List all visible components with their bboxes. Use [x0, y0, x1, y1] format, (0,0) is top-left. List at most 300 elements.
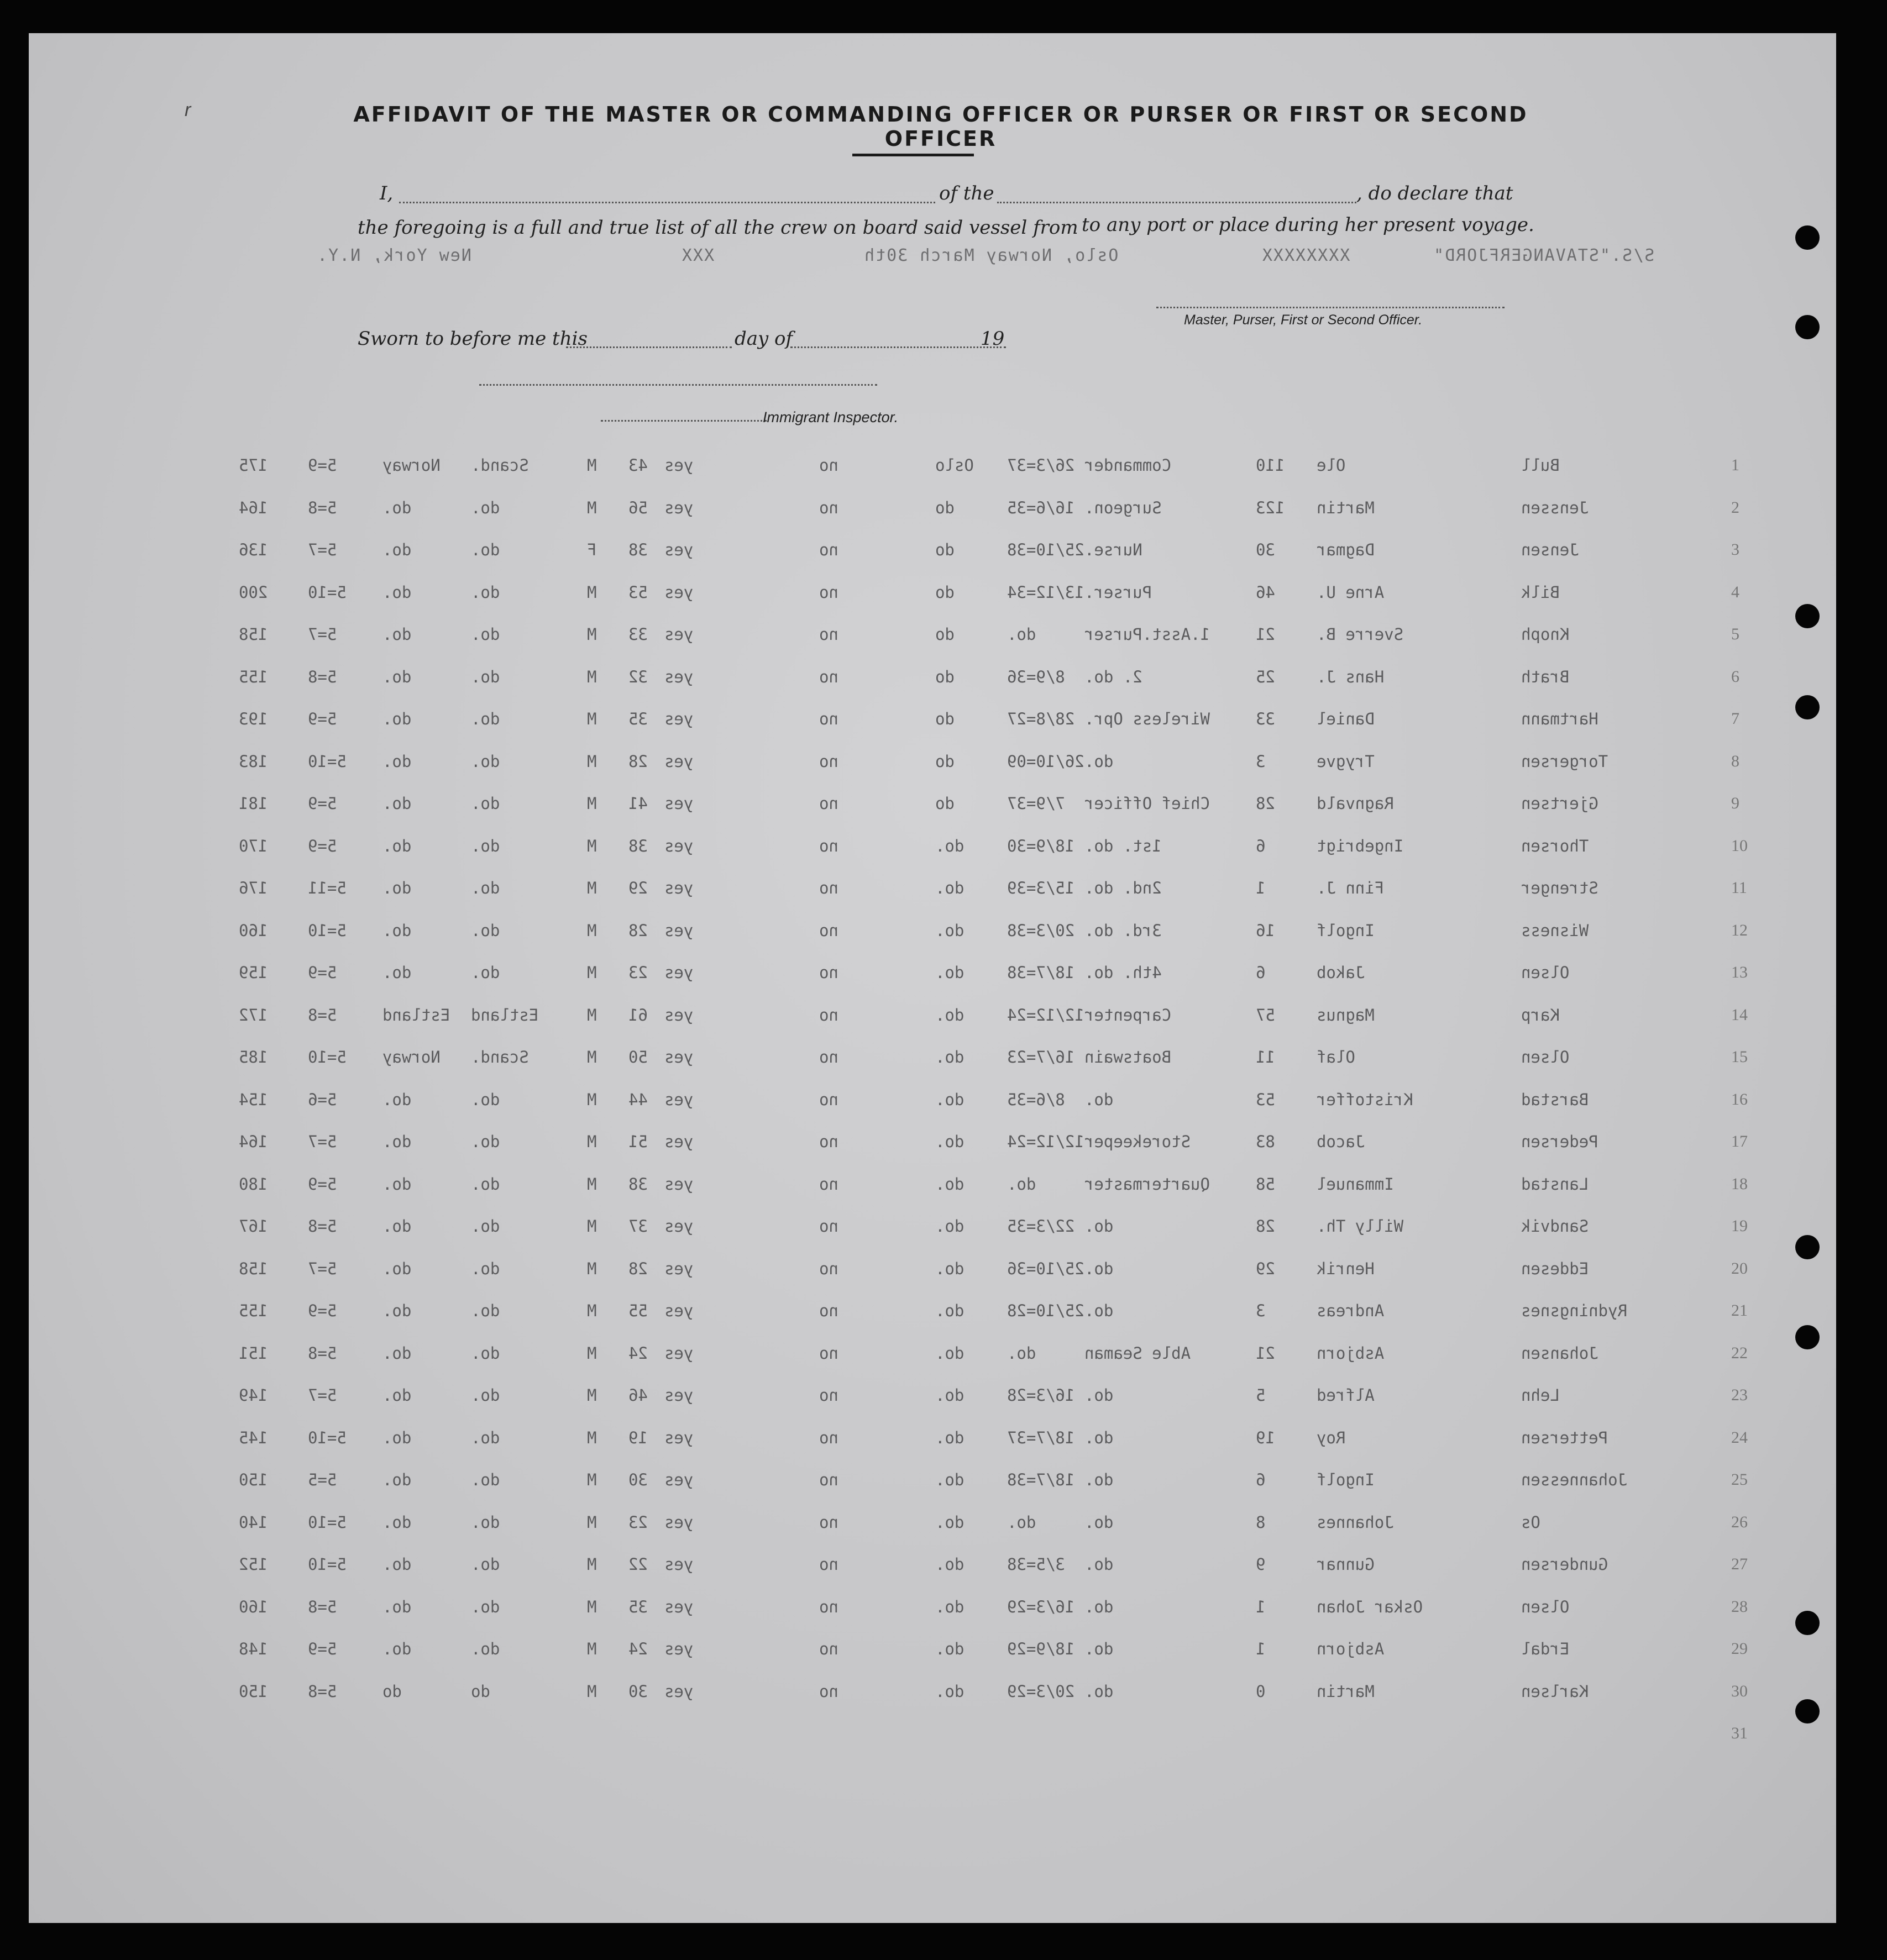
row-number: 25 — [1731, 1470, 1748, 1489]
declaration-port: to any port or place during her present voyage. — [1082, 214, 1534, 236]
crew-rating: Wireless Opr. — [1084, 710, 1210, 728]
crew-sex: M — [587, 1386, 597, 1405]
crew-col2: yes — [664, 1343, 694, 1363]
crew-age: 46 — [628, 1386, 648, 1405]
crew-nat: do. — [382, 710, 412, 728]
crew-c1: 30 — [1256, 540, 1275, 559]
crew-surname: Eddesen — [1521, 1259, 1589, 1278]
crew-surname: Karlsen — [1521, 1681, 1589, 1701]
crew-col2: yes — [664, 1048, 694, 1066]
row-number: 31 — [1731, 1724, 1748, 1742]
crew-race: do. — [471, 1597, 500, 1616]
crew-race: do. — [471, 625, 500, 644]
crew-given: Dagmar — [1317, 540, 1375, 559]
bleed-through-ship: S/S."STAVANGERFJORD" — [1433, 246, 1655, 265]
crew-wt: 150 — [239, 1470, 268, 1489]
crew-col1: no — [819, 1555, 838, 1574]
crew-race: do. — [471, 963, 500, 982]
crew-rating: Quartermaster — [1084, 1174, 1210, 1194]
crew-sex: M — [587, 1217, 597, 1236]
crew-date: 12/12=24 — [1007, 1005, 1084, 1024]
crew-row — [29, 1090, 1836, 1112]
crew-row — [29, 540, 1836, 563]
crew-port: do. — [935, 1132, 965, 1151]
crew-col1: no — [819, 1470, 838, 1489]
declaration-do-declare: , do declare that — [1356, 182, 1513, 204]
crew-ht: 5=9 — [308, 1640, 337, 1658]
crew-sex: M — [587, 1555, 597, 1574]
crew-wt: 164 — [239, 498, 268, 517]
crew-c1: 5 — [1256, 1386, 1266, 1405]
crew-race: do. — [471, 1174, 500, 1194]
crew-c1: 6 — [1256, 836, 1266, 855]
crew-col2: yes — [664, 1428, 694, 1447]
crew-nat: do. — [382, 540, 412, 559]
crew-port: do. — [935, 1555, 965, 1574]
crew-nat: do. — [382, 1132, 412, 1151]
binder-hole-5 — [1795, 1235, 1820, 1259]
crew-age: 38 — [628, 540, 648, 559]
crew-col2: yes — [664, 921, 694, 940]
crew-rating: Storekeeper — [1084, 1132, 1191, 1151]
crew-row — [29, 710, 1836, 732]
crew-col1: no — [819, 836, 838, 855]
crew-surname: Hartmann — [1521, 710, 1598, 728]
crew-given: Hans J. — [1317, 667, 1385, 686]
crew-sex: M — [587, 1343, 597, 1363]
crew-surname: Johansen — [1521, 1343, 1598, 1363]
crew-col2: yes — [664, 1217, 694, 1236]
crew-nat: do. — [382, 667, 412, 686]
sworn-year: 19 — [981, 328, 1005, 350]
crew-port: do — [935, 540, 955, 559]
crew-given: Asbjorn — [1317, 1343, 1385, 1363]
crew-age: 37 — [628, 1217, 648, 1236]
crew-sex: M — [587, 879, 597, 897]
crew-sex: M — [587, 1132, 597, 1151]
title-underline — [852, 154, 974, 156]
crew-c1: 1 — [1256, 1597, 1266, 1616]
crew-rating: do. — [1084, 1555, 1114, 1574]
crew-nat: do. — [382, 1174, 412, 1194]
crew-c1: 28 — [1256, 794, 1275, 813]
crew-ht: 5=7 — [308, 540, 337, 559]
crew-port: do — [935, 752, 955, 771]
crew-given: Roy — [1317, 1428, 1346, 1447]
crew-row — [29, 1048, 1836, 1070]
crew-c1: 19 — [1256, 1428, 1275, 1447]
crew-nat: Norway — [382, 456, 441, 475]
crew-ht: 5=10 — [308, 582, 347, 602]
crew-col2: yes — [664, 667, 694, 686]
crew-rating: Surgeon. — [1084, 498, 1162, 517]
crew-col2: yes — [664, 1640, 694, 1658]
row-number: 27 — [1731, 1555, 1748, 1573]
crew-age: 23 — [628, 1512, 648, 1532]
crew-col1: no — [819, 921, 838, 940]
crew-col2: yes — [664, 1259, 694, 1278]
crew-age: 28 — [628, 752, 648, 771]
crew-row — [29, 1724, 1836, 1746]
crew-port: do. — [935, 1259, 965, 1278]
crew-c1: 57 — [1256, 1005, 1275, 1024]
inspector-label: Immigrant Inspector. — [763, 409, 899, 425]
crew-sex: M — [587, 1470, 597, 1489]
row-number: 15 — [1731, 1048, 1748, 1066]
crew-nat: do. — [382, 625, 412, 644]
crew-col1: no — [819, 879, 838, 897]
crew-row — [29, 498, 1836, 521]
crew-ht: 5=7 — [308, 1386, 337, 1405]
crew-rating: do. — [1084, 1259, 1114, 1278]
crew-date: 18/7=38 — [1007, 963, 1075, 982]
crew-col2: yes — [664, 1555, 694, 1574]
crew-nat: do. — [382, 963, 412, 982]
crew-race: do. — [471, 1301, 500, 1320]
crew-race: Scand. — [471, 1048, 529, 1066]
crew-wt: 170 — [239, 836, 268, 855]
binder-hole-2 — [1795, 315, 1820, 339]
crew-age: 50 — [628, 1048, 648, 1066]
crew-surname: Erdal — [1521, 1640, 1570, 1658]
crew-rating: do. — [1084, 1301, 1114, 1320]
crew-surname: Gjertsen — [1521, 794, 1598, 813]
crew-wt: 193 — [239, 710, 268, 728]
row-number: 5 — [1731, 625, 1739, 643]
row-number: 17 — [1731, 1132, 1748, 1150]
crew-col2: yes — [664, 1470, 694, 1489]
crew-nat: do. — [382, 921, 412, 940]
crew-date: 16/6=35 — [1007, 498, 1075, 517]
officer-name-blank[interactable] — [399, 202, 935, 203]
crew-ht: 5=9 — [308, 710, 337, 728]
crew-sex: M — [587, 1681, 597, 1701]
crew-given: Ingolf — [1317, 1470, 1375, 1489]
row-number: 11 — [1731, 879, 1747, 897]
inspector-signature-blank-2[interactable] — [601, 420, 767, 422]
crew-row — [29, 1344, 1836, 1366]
crew-col1: no — [819, 1005, 838, 1024]
crew-race: do. — [471, 710, 500, 728]
crew-col1: no — [819, 963, 838, 982]
crew-surname: Olsen — [1521, 963, 1570, 982]
crew-surname: Os — [1521, 1512, 1540, 1532]
crew-col2: yes — [664, 1301, 694, 1320]
crew-surname: Torgersen — [1521, 752, 1608, 771]
signature-blank[interactable] — [1156, 307, 1505, 308]
crew-date: 18/9=30 — [1007, 836, 1075, 855]
crew-ht: 5=9 — [308, 456, 337, 475]
crew-ht: 5=8 — [308, 667, 337, 686]
crew-age: 38 — [628, 836, 648, 855]
binder-hole-3 — [1795, 604, 1820, 628]
crew-date: 18/9=29 — [1007, 1640, 1075, 1658]
crew-surname: Lanstad — [1521, 1174, 1589, 1194]
crew-given: Johannes — [1317, 1512, 1394, 1532]
crew-nat: do. — [382, 1386, 412, 1405]
crew-ht: 5=10 — [308, 1048, 347, 1066]
crew-nat: Norway — [382, 1048, 441, 1066]
crew-given: Andreas — [1317, 1301, 1385, 1320]
affidavit-title: AFFIDAVIT OF THE MASTER OR COMMANDING OFFICER OR PURSER OR FIRST OR SECOND OFFICER — [353, 102, 1528, 151]
crew-surname: Olsen — [1521, 1048, 1570, 1066]
crew-surname: Pettersen — [1521, 1428, 1608, 1447]
crew-port: do. — [935, 1470, 965, 1489]
crew-age: 55 — [628, 1301, 648, 1320]
declaration-of-the: of the — [939, 182, 994, 204]
crew-port: do — [935, 794, 955, 813]
crew-ht: 5=8 — [308, 498, 337, 517]
crew-col1: no — [819, 1048, 838, 1066]
crew-race: do. — [471, 667, 500, 686]
crew-given: Olaf — [1317, 1048, 1355, 1066]
crew-row — [29, 1513, 1836, 1535]
row-number: 3 — [1731, 540, 1739, 559]
crew-rating: do. — [1084, 1512, 1114, 1532]
crew-row — [29, 1006, 1836, 1028]
crew-wt: 180 — [239, 1174, 268, 1194]
crew-port: do — [935, 667, 955, 686]
crew-given: Ingolf — [1317, 921, 1375, 940]
crew-row — [29, 1470, 1836, 1493]
crew-sex: M — [587, 1090, 597, 1109]
crew-date: 28/8=27 — [1007, 710, 1075, 728]
crew-row — [29, 794, 1836, 816]
crew-given: Kristoffer — [1317, 1090, 1413, 1109]
crew-race: do. — [471, 794, 500, 813]
crew-date: 8/9=36 — [1007, 667, 1065, 686]
crew-row — [29, 1682, 1836, 1704]
signature-label: Master, Purser, First or Second Officer. — [1184, 312, 1423, 328]
crew-c1: 3 — [1256, 752, 1266, 771]
crew-race: do. — [471, 1386, 500, 1405]
crew-row — [29, 752, 1836, 774]
crew-port: do. — [935, 1428, 965, 1447]
crew-surname: Bull — [1521, 456, 1560, 475]
crew-rating: Carpenter — [1084, 1005, 1172, 1024]
crew-wt: 145 — [239, 1428, 268, 1447]
crew-ht: 5=9 — [308, 963, 337, 982]
crew-rating: Able Seaman — [1084, 1343, 1191, 1363]
crew-date: 12/12=24 — [1007, 1132, 1084, 1151]
crew-sex: M — [587, 921, 597, 940]
crew-port: do — [935, 710, 955, 728]
crew-nat: do. — [382, 752, 412, 771]
crew-port: do. — [935, 1090, 965, 1109]
crew-race: do. — [471, 1343, 500, 1363]
crew-surname: Wisness — [1521, 921, 1589, 940]
crew-sex: M — [587, 1048, 597, 1066]
crew-col1: no — [819, 1174, 838, 1194]
crew-wt: 200 — [239, 582, 268, 602]
crew-wt: 160 — [239, 921, 268, 940]
crew-surname: Thorsen — [1521, 836, 1589, 855]
crew-col1: no — [819, 582, 838, 602]
crew-port: do. — [935, 836, 965, 855]
crew-port: do. — [935, 879, 965, 897]
crew-ht: 5=11 — [308, 879, 347, 897]
crew-c1: 123 — [1256, 498, 1285, 517]
crew-col2: yes — [664, 1681, 694, 1701]
crew-c1: 21 — [1256, 1343, 1275, 1363]
crew-nat: do. — [382, 1597, 412, 1616]
crew-date: 8/6=35 — [1007, 1090, 1065, 1109]
row-number: 12 — [1731, 921, 1748, 939]
sworn-month-blank[interactable] — [790, 346, 1006, 348]
crew-sex: M — [587, 1005, 597, 1024]
crew-date: do. — [1007, 1174, 1036, 1194]
crew-c1: 1 — [1256, 1640, 1266, 1658]
crew-date: 26/10=09 — [1007, 752, 1084, 771]
crew-race: do. — [471, 879, 500, 897]
crew-col2: yes — [664, 625, 694, 644]
vessel-name-blank[interactable] — [997, 202, 1356, 203]
binder-hole-7 — [1795, 1611, 1820, 1635]
crew-row — [29, 921, 1836, 943]
crew-ht: 5=10 — [308, 1555, 347, 1574]
crew-ht: 5=7 — [308, 1132, 337, 1151]
crew-sex: M — [587, 582, 597, 602]
crew-col2: yes — [664, 794, 694, 813]
crew-wt: 148 — [239, 1640, 268, 1658]
crew-rating: do. — [1084, 1640, 1114, 1658]
row-number: 8 — [1731, 752, 1739, 770]
crew-sex: M — [587, 752, 597, 771]
crew-given: Martin — [1317, 1681, 1375, 1701]
crew-sex: M — [587, 1597, 597, 1616]
crew-nat: do. — [382, 1428, 412, 1447]
row-number: 9 — [1731, 794, 1739, 812]
crew-race: do. — [471, 752, 500, 771]
crew-wt: 155 — [239, 1301, 268, 1320]
crew-col2: yes — [664, 498, 694, 517]
crew-wt: 152 — [239, 1555, 268, 1574]
crew-race: do. — [471, 1217, 500, 1236]
crew-rating: 2nd. do. — [1084, 879, 1162, 897]
crew-col2: yes — [664, 456, 694, 475]
crew-surname: Knoph — [1521, 625, 1570, 644]
crew-wt: 175 — [239, 456, 268, 475]
crew-row — [29, 583, 1836, 605]
crew-port: do. — [935, 1597, 965, 1616]
crew-port: do — [935, 582, 955, 602]
crew-date: 25/10=36 — [1007, 1259, 1084, 1278]
sworn-day-of: day of — [735, 328, 793, 350]
crew-date: 16/3=28 — [1007, 1386, 1075, 1405]
sworn-day-blank[interactable] — [566, 346, 732, 348]
crew-port: do. — [935, 1217, 965, 1236]
crew-sex: M — [587, 1428, 597, 1447]
crew-rating: do. — [1084, 1470, 1114, 1489]
crew-date: 22/3=35 — [1007, 1217, 1075, 1236]
crew-race: do. — [471, 836, 500, 855]
crew-wt: 160 — [239, 1597, 268, 1616]
crew-race: Estland — [471, 1005, 539, 1024]
crew-port: do. — [935, 1386, 965, 1405]
crew-c1: 83 — [1256, 1132, 1275, 1151]
crew-age: 32 — [628, 667, 648, 686]
crew-age: 23 — [628, 963, 648, 982]
crew-port: do. — [935, 1343, 965, 1363]
crew-rating: do. — [1084, 1597, 1114, 1616]
crew-rating: Nurse. — [1084, 540, 1142, 559]
crew-row — [29, 1217, 1836, 1239]
crew-date: 13/12=34 — [1007, 582, 1084, 602]
crew-row — [29, 1259, 1836, 1281]
crew-sex: M — [587, 1174, 597, 1194]
crew-date: do. — [1007, 625, 1036, 644]
crew-surname: Barstad — [1521, 1090, 1589, 1109]
row-number: 30 — [1731, 1681, 1748, 1700]
crew-nat: do — [382, 1681, 402, 1701]
crew-ht: 5=9 — [308, 794, 337, 813]
crew-date: 26/3=37 — [1007, 456, 1075, 475]
crew-sex: F — [587, 540, 597, 559]
row-number: 2 — [1731, 498, 1739, 517]
crew-date: 18/7=37 — [1007, 1428, 1075, 1447]
crew-sex: M — [587, 1301, 597, 1320]
crew-sex: M — [587, 456, 597, 475]
crew-sex: M — [587, 1512, 597, 1532]
crew-race: Scand. — [471, 456, 529, 475]
binder-hole-4 — [1795, 695, 1820, 719]
row-number: 24 — [1731, 1428, 1748, 1447]
crew-port: do — [935, 498, 955, 517]
binder-hole-1 — [1795, 225, 1820, 250]
row-number: 6 — [1731, 667, 1739, 686]
crew-row — [29, 625, 1836, 647]
crew-rating: 2. do. — [1084, 667, 1142, 686]
crew-wt: 158 — [239, 625, 268, 644]
crew-age: 51 — [628, 1132, 648, 1151]
crew-given: Martin — [1317, 498, 1375, 517]
crew-port: do. — [935, 1640, 965, 1658]
crew-date: 25/10=28 — [1007, 1301, 1084, 1320]
crew-sex: M — [587, 1259, 597, 1278]
crew-age: 28 — [628, 921, 648, 940]
crew-sex: M — [587, 710, 597, 728]
crew-age: 56 — [628, 498, 648, 517]
crew-wt: 154 — [239, 1090, 268, 1109]
crew-given: Ragnvald — [1317, 794, 1394, 813]
crew-rating: do. — [1084, 1217, 1114, 1236]
crew-given: Asbjorn — [1317, 1640, 1385, 1658]
crew-rating: do. — [1084, 752, 1114, 771]
crew-wt: 181 — [239, 794, 268, 813]
crew-nat: do. — [382, 1259, 412, 1278]
crew-age: 24 — [628, 1343, 648, 1363]
inspector-signature-blank-1[interactable] — [479, 384, 877, 386]
bleed-through-route: Oslo, Norway March 30th — [863, 246, 1119, 265]
crew-ht: 5=9 — [308, 1301, 337, 1320]
row-number: 10 — [1731, 836, 1748, 855]
crew-given: Ingebrigt — [1317, 836, 1404, 855]
crew-surname: Karp — [1521, 1005, 1560, 1024]
crew-age: 30 — [628, 1470, 648, 1489]
crew-port: do. — [935, 963, 965, 982]
crew-sex: M — [587, 836, 597, 855]
crew-col2: yes — [664, 1386, 694, 1405]
crew-date: 15/3=39 — [1007, 879, 1075, 897]
sworn-to-before: Sworn to before me this — [358, 328, 588, 350]
crew-age: 33 — [628, 625, 648, 644]
crew-rating: 4th. do. — [1084, 963, 1162, 982]
crew-sex: M — [587, 1640, 597, 1658]
crew-race: do. — [471, 582, 500, 602]
row-number: 29 — [1731, 1640, 1748, 1658]
crew-age: 22 — [628, 1555, 648, 1574]
crew-surname: Strenger — [1521, 879, 1598, 897]
